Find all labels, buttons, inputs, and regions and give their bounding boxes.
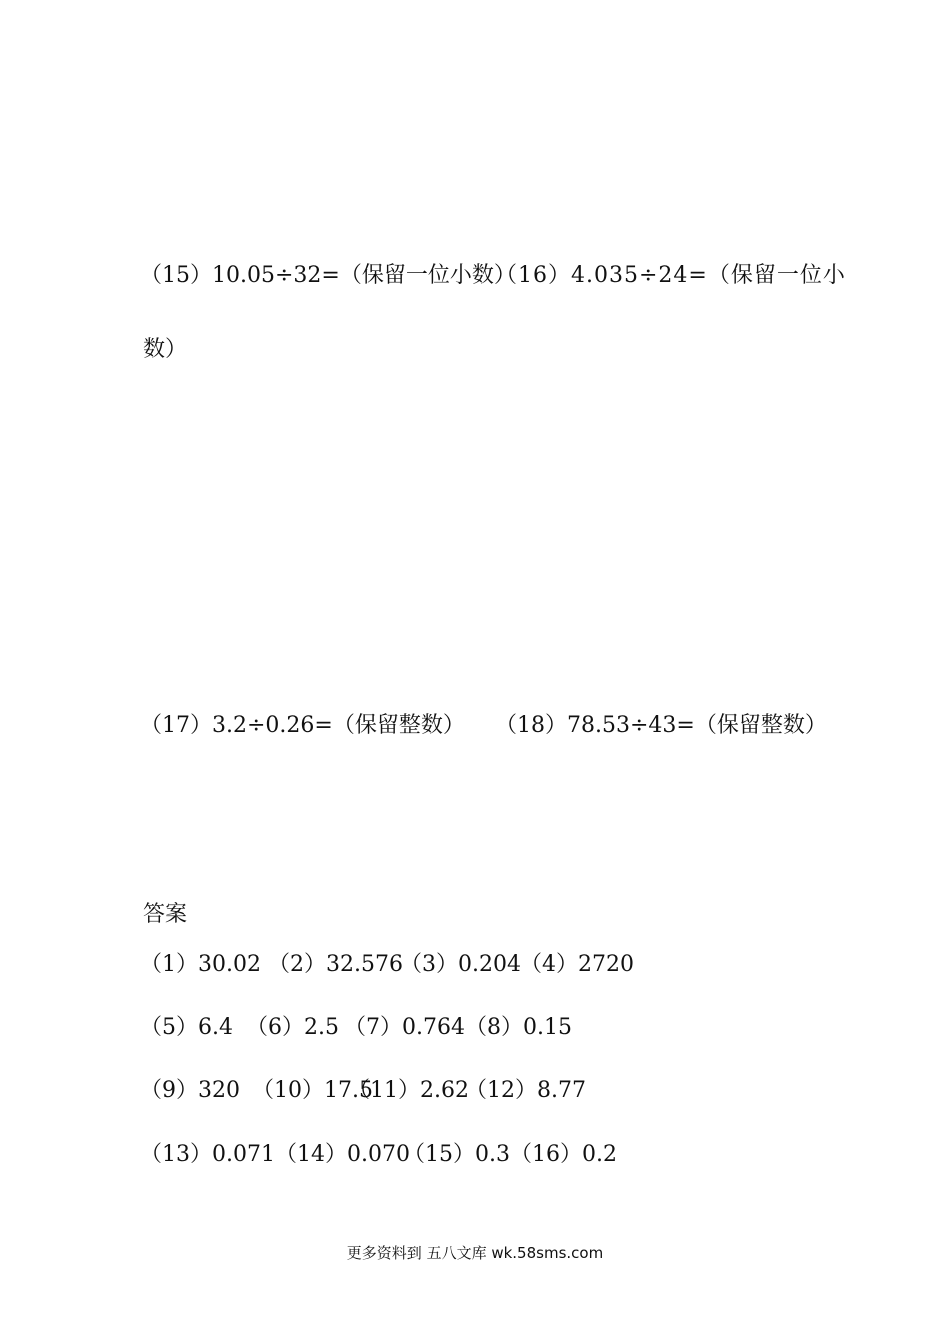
answer-item: （14）0.070 xyxy=(275,1142,410,1167)
answer-item: （1）30.02 xyxy=(140,952,261,977)
answer-item: （6）2.5 xyxy=(246,1015,339,1040)
answer-item: （3）0.204 xyxy=(400,952,521,977)
answer-item: （5）6.4 xyxy=(140,1015,233,1040)
answer-item: （9）320 xyxy=(140,1078,240,1103)
answer-item: （11）2.62 xyxy=(348,1078,469,1103)
page-footer: 更多资料到 五八文库 wk.58sms.com xyxy=(346,1244,604,1262)
answer-item: （16）0.2 xyxy=(510,1142,617,1167)
answer-item: （13）0.071 xyxy=(140,1142,275,1167)
problem-18: （18）78.53÷43=（保留整数） xyxy=(495,713,827,738)
answer-item: （4）2720 xyxy=(520,952,634,977)
answer-item: （2）32.576 xyxy=(268,952,403,977)
problem-15: （15）10.05÷32=（保留一位小数） xyxy=(140,263,516,288)
answer-item: （10）17.5 xyxy=(252,1078,373,1103)
answer-item: （15）0.3 xyxy=(403,1142,510,1167)
answer-item: （7）0.764 xyxy=(344,1015,465,1040)
problem-16-continuation: 数） xyxy=(143,337,188,362)
answer-item: （12）8.77 xyxy=(465,1078,586,1103)
answers-title: 答案 xyxy=(143,902,188,927)
problem-16: （16）4.035÷24=（保留一位小 xyxy=(495,263,846,288)
problem-17: （17）3.2÷0.26=（保留整数） xyxy=(140,713,465,738)
answer-item: （8）0.15 xyxy=(465,1015,572,1040)
